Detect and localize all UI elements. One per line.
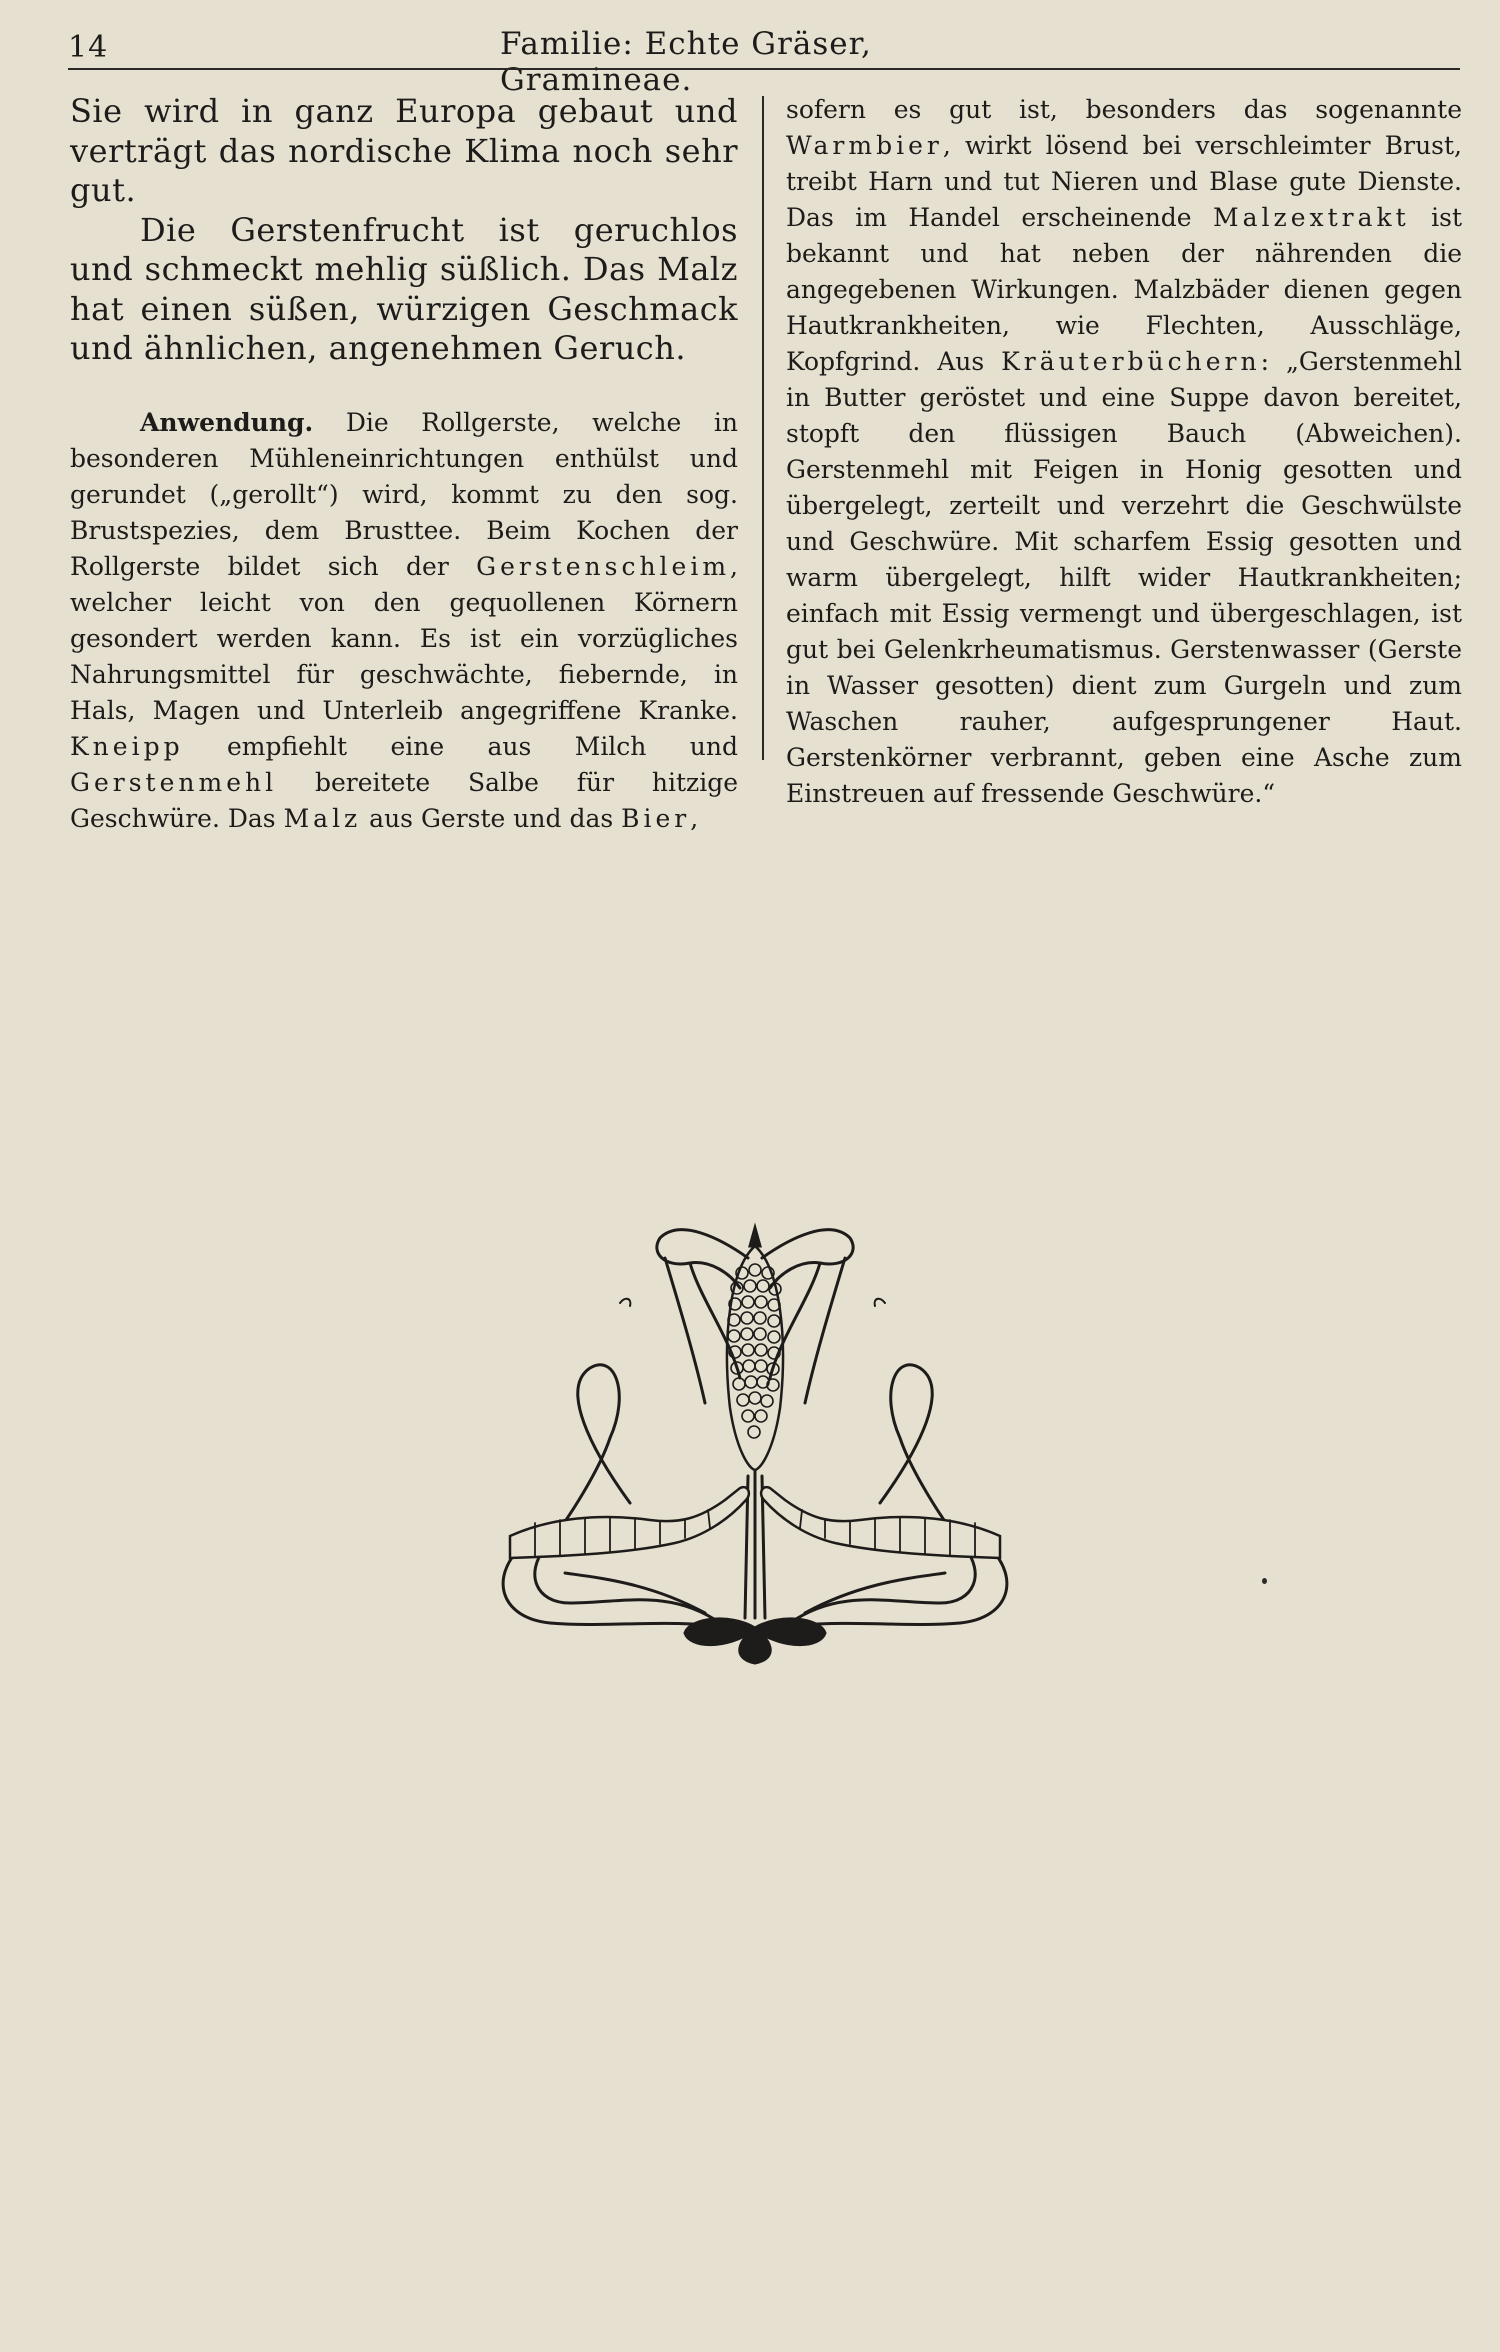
right-text-3: ist bekannt und hat neben der nährenden die angegebenen Wirkungen. Malzbäder dienen gegen Hautkrankheiten, wie Flechten, Ausschläge, Kopfgrind. Aus — [786, 203, 1462, 376]
intro-text — [70, 92, 738, 369]
right-text-2: , wirkt lösend bei verschleimter Brust, treibt Harn und tut Nieren und Blase gute Dienste. Das im Handel erscheinende — [786, 131, 1462, 232]
usage-text-1: Die Rollgerste, welche in besonderen Mühleneinrichtungen enthülst und gerundet („gerollt“) wird, kommt zu den sog. Brustspezies, dem Brusttee. Beim Kochen der Rollgerste bildet sich der — [70, 407, 738, 581]
right-column — [786, 92, 1462, 812]
usage-paragraph — [70, 405, 738, 837]
usage-term-malz: Malz — [283, 803, 362, 833]
intro-paragraph-1: Sie wird in ganz Europa gebaut und verträgt das nordische Klima noch sehr gut. — [70, 92, 738, 209]
barley-ear-vignette-icon — [490, 1218, 1020, 1704]
usage-heading: Anwendung. — [140, 407, 314, 437]
usage-term-kneipp: Kneipp — [70, 731, 184, 761]
usage-text-4: bereitete Salbe für hitzige Geschwüre. Das — [70, 767, 738, 833]
usage-text-5: aus Gerste und das — [361, 803, 622, 833]
left-column — [70, 92, 738, 837]
right-text-1: sofern es gut ist, besonders das sogenannte — [786, 95, 1462, 124]
right-text-4: : „Gerstenmehl in Butter geröstet und eine Suppe davon bereitet, stopft den flüssigen Bauch (Abweichen). Gerstenmehl mit Feigen in Honig gesotten und übergelegt, zerteilt und verzehrt die Geschwülste und Geschwüre. Mit scharfem Essig gesotten und warm übergelegt, hilft wider Hautkrankheiten; einfach mit Essig vermengt und übergeschlagen, ist gut bei Gelenkrheumatismus. Gerstenwasser (Gerste in Wasser gesotten) dient zum Gurgeln und zum Waschen rauher, aufgesprungener Haut. Gerstenkörner verbrannt, geben eine Asche zum Einstreuen auf fressende Geschwüre.“ — [786, 347, 1462, 808]
usage-term-gerstenmehl: Gerstenmehl — [70, 767, 278, 797]
right-term-malzextrakt: Malzextrakt — [1213, 203, 1410, 232]
header-rule — [68, 68, 1460, 70]
usage-text-2: , welcher leicht von den gequollenen Körnern gesondert werden kann. Es ist ein vorzügliches Nahrungsmittel für geschwächte, fiebernde, in Hals, Magen und Unterleib angegriffene Kranke. — [70, 551, 738, 725]
right-paragraph — [786, 92, 1462, 812]
usage-term-bier: Bier — [621, 803, 691, 833]
usage-text-6: , — [690, 803, 699, 833]
column-divider — [762, 96, 764, 760]
page-number: 14 — [68, 30, 109, 65]
usage-term-gerstenschleim: Gerstenschleim — [476, 551, 731, 581]
right-term-kraeuterbuecher: Kräuterbüchern — [1001, 347, 1261, 376]
intro-paragraph-2: Die Gerstenfrucht ist geruchlos und schmeckt mehlig süßlich. Das Malz hat einen süßen, würzigen Geschmack und ähnlichen, angenehmen Geruch. — [70, 210, 738, 367]
running-title: Familie: Echte Gräser, Gramineae. — [500, 26, 872, 98]
paper-speck — [1262, 1578, 1267, 1584]
right-term-warmbier: Warmbier — [786, 131, 943, 160]
usage-text-3: empfiehlt eine aus Milch und — [183, 731, 738, 761]
